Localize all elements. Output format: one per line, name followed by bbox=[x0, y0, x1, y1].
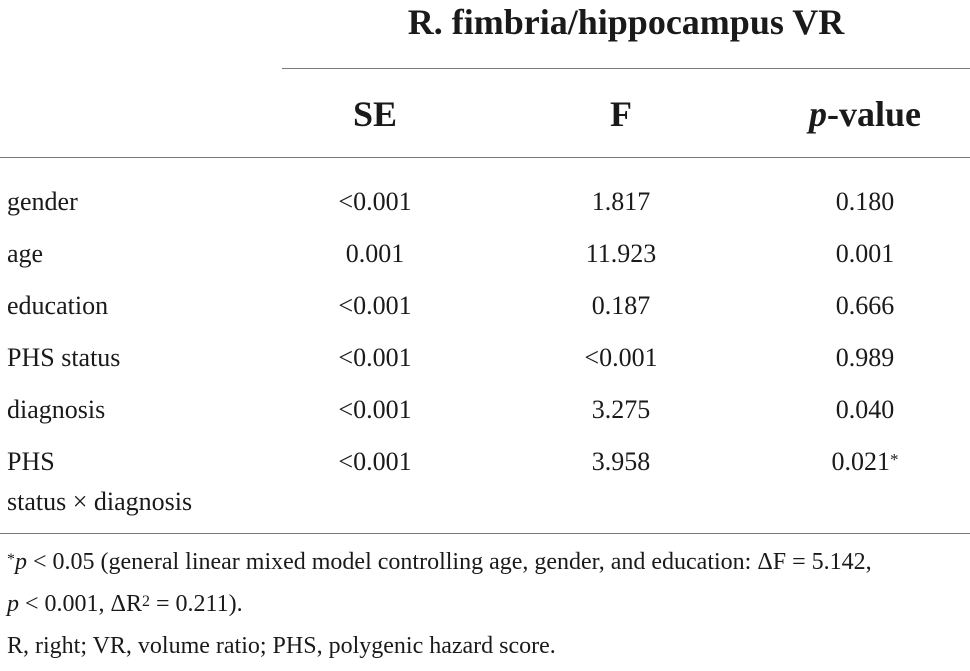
cell-p-value: 0.989 bbox=[835, 343, 895, 372]
footnote-star: * bbox=[7, 551, 15, 568]
p-value-number: 0.021 bbox=[831, 447, 890, 476]
footnote-line2-text-a: < 0.001, ΔR bbox=[19, 591, 142, 617]
footnote-superscript: 2 bbox=[141, 593, 150, 610]
row-label bbox=[7, 447, 287, 517]
column-header-se: SE bbox=[352, 94, 398, 134]
cell-p-value: 0.666 bbox=[835, 291, 895, 320]
cell-p-value: 0.180 bbox=[835, 187, 895, 216]
footnote-significance bbox=[7, 548, 967, 576]
footnote-line1-text: < 0.05 (general linear mixed model controlling age, gender, and education: ΔF = 5.142, bbox=[27, 549, 872, 575]
group-header-title: R. fimbria/hippocampus VR bbox=[407, 2, 845, 42]
cell-f: <0.001 bbox=[584, 343, 658, 372]
cell-p-value: 0.040 bbox=[835, 395, 895, 424]
row-label: gender bbox=[7, 187, 78, 216]
footnote-p-italic: p bbox=[15, 549, 27, 575]
p-italic: p bbox=[809, 94, 827, 134]
footnote-p-italic: p bbox=[7, 591, 19, 617]
row-label-line2: status × diagnosis bbox=[7, 487, 193, 516]
header-rule bbox=[0, 157, 970, 158]
row-label: education bbox=[7, 291, 109, 320]
cell-f: 3.958 bbox=[591, 447, 651, 476]
footnote-continuation bbox=[7, 590, 967, 618]
cell-se: <0.001 bbox=[338, 447, 412, 476]
cell-p-value: 0.001 bbox=[835, 239, 895, 268]
row-label: diagnosis bbox=[7, 395, 106, 424]
table-row bbox=[0, 343, 970, 395]
column-header-f: F bbox=[610, 94, 632, 134]
row-label: PHS status bbox=[7, 343, 121, 372]
table-row bbox=[0, 395, 970, 447]
cell-se: <0.001 bbox=[338, 291, 412, 320]
group-header-rule bbox=[282, 68, 970, 69]
cell-se: <0.001 bbox=[338, 187, 412, 216]
cell-f: 11.923 bbox=[585, 239, 657, 268]
cell-se: 0.001 bbox=[345, 239, 405, 268]
cell-se: <0.001 bbox=[338, 343, 412, 372]
cell-p-value bbox=[760, 447, 970, 477]
cell-f: 0.187 bbox=[591, 291, 651, 320]
bottom-rule bbox=[0, 533, 970, 534]
cell-se: <0.001 bbox=[338, 395, 412, 424]
cell-f: 1.817 bbox=[591, 187, 651, 216]
significance-mark: * bbox=[890, 450, 899, 469]
column-header-p-value bbox=[760, 94, 970, 134]
cell-f: 3.275 bbox=[591, 395, 651, 424]
row-label-line1: PHS bbox=[7, 447, 55, 476]
footnote-line2-text-b: = 0.211). bbox=[149, 591, 243, 617]
table-row bbox=[0, 291, 970, 343]
table-row bbox=[0, 239, 970, 291]
table-row bbox=[0, 447, 970, 527]
table-row bbox=[0, 187, 970, 239]
p-value-suffix: -value bbox=[827, 94, 921, 134]
footnote-abbreviations: R, right; VR, volume ratio; PHS, polygenic hazard score. bbox=[7, 633, 556, 659]
row-label: age bbox=[7, 239, 44, 268]
